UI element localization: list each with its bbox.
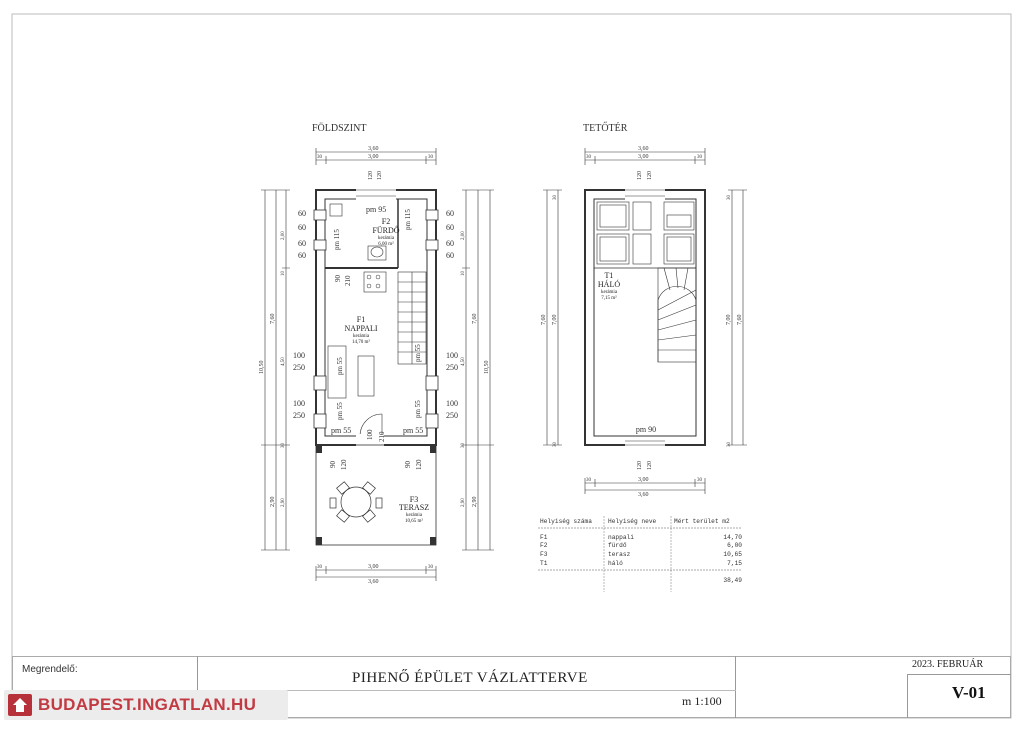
attic-bottom-window-120b: 120 <box>647 461 653 470</box>
ground-top-inner-dim: 3,00 <box>368 154 379 160</box>
ground-left-lower-dim: 2,90 <box>270 496 276 507</box>
right-window-60d: 60 <box>446 251 454 260</box>
ground-bottom-inner-dim: 3,00 <box>368 564 379 570</box>
area-table-header-2: Mért terület m2 <box>674 518 730 525</box>
ground-right-lower-dim: 2,90 <box>472 496 478 507</box>
area-row-2-code: F3 <box>540 551 548 558</box>
kitchen-counter <box>364 272 386 292</box>
bath-pm115-left: pm 115 <box>333 229 341 250</box>
left-window-60a: 60 <box>298 209 306 218</box>
drawing-date: 2023. FEBRUÁR <box>912 659 984 670</box>
room-f1-code: F1 <box>356 315 366 324</box>
attic-top-edge-dim: 30 <box>586 155 591 160</box>
left-window-100b: 100 <box>293 399 305 408</box>
attic-title: TETŐTÉR <box>583 123 628 134</box>
room-t1-name: HÁLÓ <box>597 280 621 289</box>
ground-floor-plan <box>259 122 494 585</box>
attic-top-inner-dim: 3,00 <box>638 154 649 160</box>
room-t1-floor: kerámia <box>600 290 618 295</box>
attic-plan <box>541 122 747 498</box>
ground-left-sub2: 4,50 <box>281 357 286 366</box>
left-window-60d: 60 <box>298 251 306 260</box>
bath-pm95: pm 95 <box>366 205 387 214</box>
room-f3-floor: kerámia <box>405 513 423 518</box>
ground-top-window-120a: 120 <box>368 171 374 180</box>
living-pm55-right-a: pm 55 <box>414 344 422 362</box>
room-f2-code: F2 <box>381 217 391 226</box>
ground-top-edge-dim-r: 30 <box>428 155 433 160</box>
area-row-3-name: háló <box>608 560 623 567</box>
terrace-left-90: 90 <box>329 461 337 468</box>
area-table-header-0: Helyiség száma <box>540 518 592 525</box>
area-row-3-area: 7,15 <box>727 560 742 567</box>
project-title: PIHENŐ ÉPÜLET VÁZLATTERVE <box>352 670 588 686</box>
attic-inner-wall <box>594 199 696 436</box>
house-logo-icon <box>8 694 32 716</box>
bath-pm115-right: pm 115 <box>404 209 412 230</box>
room-f3-code: F3 <box>409 495 419 504</box>
ground-right-sub2: 4,50 <box>461 357 466 366</box>
room-t1-code: T1 <box>604 271 614 280</box>
ground-bottom-total-dim: 3,60 <box>368 579 379 585</box>
area-row-1-name: fürdő <box>608 542 627 549</box>
attic-top-total-dim: 3,60 <box>638 146 649 152</box>
ground-right-sub1: 2,00 <box>461 231 466 240</box>
area-total: 38,49 <box>723 577 742 584</box>
right-window-100a: 100 <box>446 351 458 360</box>
attic-top-edge-dim-r: 30 <box>697 155 702 160</box>
interior-door-210: 210 <box>344 275 352 286</box>
room-f1-name: NAPPALI <box>344 324 378 333</box>
entry-door-210: 210 <box>378 431 386 442</box>
attic-left-total-dim: 7,60 <box>541 314 547 325</box>
ground-bottom-edge-dim: 30 <box>317 565 322 570</box>
area-row-2-area: 10,65 <box>723 551 742 558</box>
area-row-1-code: F2 <box>540 542 548 549</box>
front-pm55-right: pm 55 <box>403 426 424 435</box>
right-window-250a: 250 <box>446 363 458 372</box>
right-window-100b: 100 <box>446 399 458 408</box>
ground-floor-title: FÖLDSZINT <box>312 123 367 134</box>
left-window-60c: 60 <box>298 239 306 248</box>
ground-top-edge-dim: 30 <box>317 155 322 160</box>
left-window-250a: 250 <box>293 363 305 372</box>
drawing-scale: m 1:100 <box>682 694 722 708</box>
wc-icon <box>368 246 386 260</box>
sheet-border <box>12 14 1011 718</box>
ground-right-sub4: 30 <box>461 443 466 448</box>
area-row-3-code: T1 <box>540 560 548 567</box>
area-row-0-name: nappali <box>608 534 634 541</box>
right-window-250b: 250 <box>446 411 458 420</box>
right-window-60c: 60 <box>446 239 454 248</box>
attic-bottom-inner-dim: 3,00 <box>638 477 649 483</box>
left-window-100a: 100 <box>293 351 305 360</box>
attic-top-window-120a: 120 <box>637 171 643 180</box>
ground-right-sub3: 10 <box>461 271 466 276</box>
attic-bottom-total-dim: 3,60 <box>638 492 649 498</box>
ground-left-upper-dim: 7,60 <box>270 313 276 324</box>
attic-top-window-120b: 120 <box>647 171 653 180</box>
area-row-0-code: F1 <box>540 534 548 541</box>
entry-door-100: 100 <box>366 429 374 440</box>
sheet-number: V-01 <box>952 683 986 702</box>
watermark-text: BUDAPEST.INGATLAN.HU <box>38 695 257 714</box>
terrace-table-set <box>330 482 382 523</box>
attic-left-edge-bottom: 30 <box>553 442 558 447</box>
room-f3-name: TERASZ <box>398 503 430 512</box>
right-window-60a: 60 <box>446 209 454 218</box>
area-row-1-area: 6,00 <box>727 542 742 549</box>
attic-right-total-dim: 7,60 <box>737 314 743 325</box>
ground-top-window-120b: 120 <box>377 171 383 180</box>
bathroom-shower <box>330 204 342 216</box>
ground-left-sub5: 2,90 <box>281 498 286 507</box>
attic-bottom-edge-dim-r: 30 <box>697 478 702 483</box>
ground-right-total-dim: 10,50 <box>484 360 490 374</box>
living-pm55-right-b: pm 55 <box>414 400 422 418</box>
living-table <box>358 356 374 396</box>
attic-right-edge-bottom: 30 <box>727 442 732 447</box>
attic-bottom-window-120a: 120 <box>637 461 643 470</box>
terrace-left-120: 120 <box>340 459 348 470</box>
attic-bottom-edge-dim: 30 <box>586 478 591 483</box>
ground-bottom-edge-dim-r: 30 <box>428 565 433 570</box>
right-window-60b: 60 <box>446 223 454 232</box>
area-row-0-area: 14,70 <box>723 534 742 541</box>
attic-stairs <box>658 268 696 362</box>
attic-left-inner-dim: 7,00 <box>552 314 558 325</box>
client-label: Megrendelő: <box>22 664 78 675</box>
room-t1-area: 7,15 m² <box>601 296 617 301</box>
attic-outer-wall <box>585 190 705 445</box>
ground-left-total-dim: 10,50 <box>259 360 265 374</box>
ground-left-sub3: 10 <box>281 271 286 276</box>
area-table-header-1: Helyiség neve <box>608 518 657 525</box>
attic-right-edge-top: 30 <box>727 195 732 200</box>
attic-void-grid <box>597 202 694 264</box>
room-f3-area: 10,65 m² <box>405 519 423 524</box>
terrace-right-120: 120 <box>415 459 423 470</box>
area-table <box>538 516 742 592</box>
ground-right-sub5: 2,90 <box>461 498 466 507</box>
ground-left-sub1: 2,00 <box>281 231 286 240</box>
living-pm55-left-b: pm 55 <box>336 402 344 420</box>
room-f2-floor: kerámia <box>377 236 395 241</box>
front-pm55-left: pm 55 <box>331 426 352 435</box>
room-f2-area: 6,00 m² <box>378 242 394 247</box>
room-f2-name: FÜRDŐ <box>372 226 400 235</box>
area-row-2-name: terasz <box>608 551 631 558</box>
room-f1-floor: kerámia <box>352 334 370 339</box>
attic-pm90: pm 90 <box>635 425 657 434</box>
attic-left-edge-top: 30 <box>553 195 558 200</box>
ground-top-total-dim: 3,60 <box>368 146 379 152</box>
interior-door-90: 90 <box>334 275 342 282</box>
watermark-banner[interactable] <box>4 690 288 720</box>
ground-left-sub4: 30 <box>281 443 286 448</box>
terrace-right-90: 90 <box>404 461 412 468</box>
living-pm55-left-a: pm 55 <box>336 357 344 375</box>
attic-right-inner-dim: 7,00 <box>726 314 732 325</box>
left-window-60b: 60 <box>298 223 306 232</box>
left-window-250b: 250 <box>293 411 305 420</box>
ground-right-upper-dim: 7,60 <box>472 313 478 324</box>
room-f1-area: 14,70 m² <box>352 340 370 345</box>
